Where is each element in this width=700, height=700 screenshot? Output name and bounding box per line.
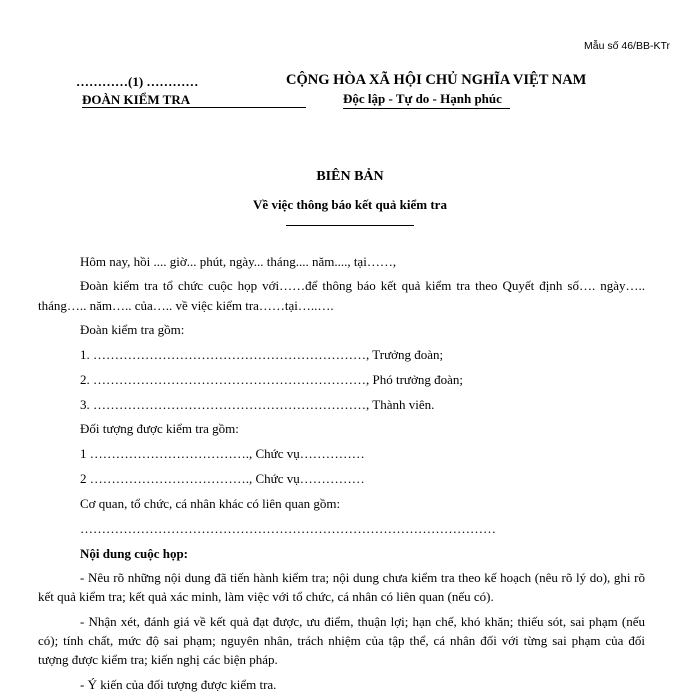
team-member-2: 2. ………………………………………………………, Phó trưởng đoàn; xyxy=(80,372,463,387)
team-member-3: 3. ………………………………………………………, Thành viên. xyxy=(80,397,435,412)
content-item-2-line-1: - Nhận xét, đánh giá về kết quả đạt được, ưu điểm, thuận lợi; hạn chế, khó khăn; thiếu sót, sai phạm (nếu xyxy=(80,614,645,629)
motto-underline xyxy=(343,108,510,109)
subtitle-underline xyxy=(286,225,414,226)
content-item-1-line-2: kết quả kiểm tra; kết quả xác minh, làm việc với tổ chức, cá nhân có liên quan (nếu có). xyxy=(38,589,494,604)
org-placeholder: …………(1) ………… xyxy=(76,74,199,89)
related-heading: Cơ quan, tổ chức, cá nhân khác có liên quan gồm: xyxy=(80,496,341,511)
document-subtitle: Về việc thông báo kết quả kiểm tra xyxy=(253,197,447,212)
subject-heading: Đối tượng được kiểm tra gồm: xyxy=(80,421,239,436)
team-heading: Đoàn kiểm tra gồm: xyxy=(80,322,185,337)
org-underline xyxy=(82,107,306,108)
org-name: ĐOÀN KIỂM TRA xyxy=(82,92,191,107)
intro-line: Hôm nay, hồi .... giờ... phút, ngày... tháng.... năm...., tại……, xyxy=(80,254,397,269)
content-item-3: - Ý kiến của đối tượng được kiểm tra. xyxy=(80,677,277,692)
meeting-line-1: Đoàn kiểm tra tổ chức cuộc họp với……để thông báo kết quả kiểm tra theo Quyết định số…. ngày….. xyxy=(80,278,645,293)
national-title: CỘNG HÒA XÃ HỘI CHỦ NGHĨA VIỆT NAM xyxy=(286,72,587,88)
national-motto: Độc lập - Tự do - Hạnh phúc xyxy=(343,91,502,106)
team-member-1: 1. ………………………………………………………, Trưởng đoàn; xyxy=(80,347,444,362)
related-dots: …………………………………………………………………………………… xyxy=(80,521,496,536)
content-item-2-line-3: tượng được kiểm tra; kiến nghị các biện pháp. xyxy=(38,652,278,667)
subject-2: 2 ………………………………., Chức vụ…………… xyxy=(80,471,365,486)
document-title: BIÊN BẢN xyxy=(316,169,384,184)
subject-1: 1 ………………………………., Chức vụ…………… xyxy=(80,446,365,461)
form-code: Mẫu số 46/BB-KTr xyxy=(584,40,670,52)
meeting-line-2: tháng….. năm….. của….. về việc kiểm tra……tại…..…. xyxy=(38,298,334,313)
content-item-1-line-1: - Nêu rõ những nội dung đã tiến hành kiểm tra; nội dung chưa kiểm tra theo kế hoạch (nêu rõ lý do), ghi rõ xyxy=(80,570,645,585)
content-item-2-line-2: có); tính chất, mức độ sai phạm; nguyên nhân, trách nhiệm của tập thể, cá nhân đối với từng sai phạm của đối xyxy=(38,633,645,648)
content-heading: Nội dung cuộc họp: xyxy=(80,546,188,561)
